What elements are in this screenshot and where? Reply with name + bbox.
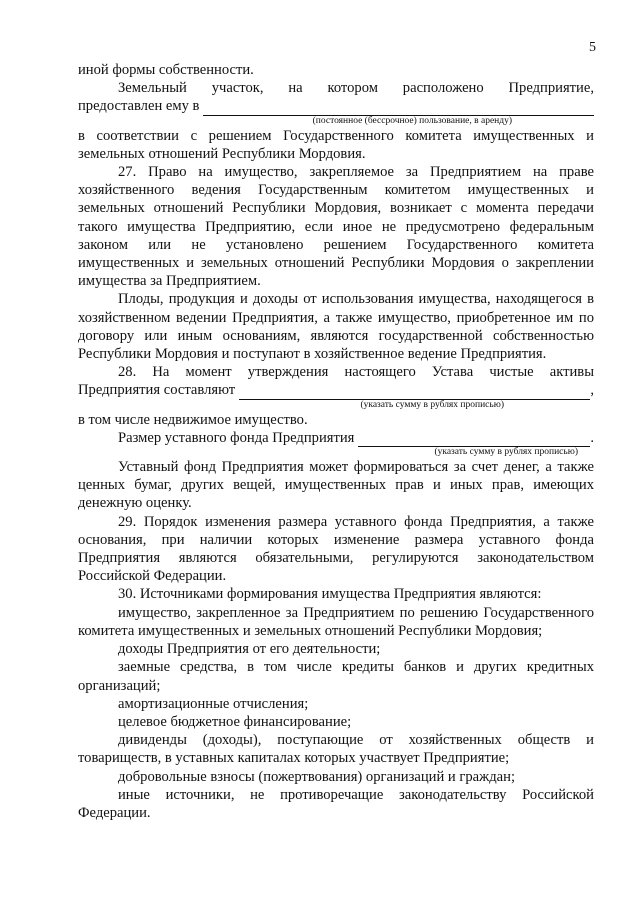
land-plot-blank-line[interactable]: [203, 102, 594, 116]
list-item: целевое бюджетное финансирование;: [118, 713, 352, 730]
fund-size-caption: (указать сумму в рублях прописью): [434, 447, 578, 458]
paragraph-28: 28. На момент утверждения настоящего Устава чистые активы: [118, 364, 594, 381]
list-item: амортизационные отчисления;: [118, 695, 309, 712]
list-item: доходы Предприятия от его деятельности;: [118, 641, 381, 658]
land-plot-caption: (постоянное (бессрочное) пользование, в аренду): [312, 115, 512, 126]
paragraph-fund-formation: Уставный фонд Предприятия может формироваться за счет денег, а также ценных бумаг, других вещей, имущественных прав и иных прав, имеющих денежную оценку.: [78, 459, 594, 512]
net-assets-fill-row: [78, 381, 594, 399]
list-item: заемные средства, в том числе кредиты банков и других кредитных организаций;: [78, 659, 594, 694]
list-item: иные источники, не противоречащие законодательству Российской Федерации.: [78, 786, 594, 821]
paragraph-27: 27. Право на имущество, закрепляемое за Предприятием на праве хозяйственного ведения Государственным комитетом имущественных и земельных отношений Республики Мордовия, возникает с момента передачи такого имущества Предприятию, если иное не предусмотрено федеральным законом или не установлено решением Государственного комитета имущественных и земельных отношений Республики Мордовия о закреплении имущества за Предприятием.: [78, 164, 594, 290]
paragraph-29: 29. Порядок изменения размера уставного фонда Предприятия, а также основания, при наличии которых изменение размера уставного фонда Предприятия являются обязательными, регулируются законодательством Российской Федерации.: [78, 513, 594, 585]
page-number: 5: [589, 40, 596, 55]
land-plot-prefix: предоставлен ему в: [78, 98, 200, 115]
list-item: дивиденды (доходы), поступающие от хозяйственных обществ и товариществ, в уставных капиталах которых участвует Предприятие;: [78, 732, 594, 767]
net-assets-blank-line[interactable]: [239, 386, 590, 400]
net-assets-prefix: Предприятия составляют: [78, 382, 236, 399]
list-item: добровольные взносы (пожертвования) организаций и граждан;: [118, 768, 515, 785]
fund-size-fill-row: [78, 429, 594, 447]
paragraph-ownership-end: иной формы собственности.: [78, 62, 254, 78]
fund-size-blank-line[interactable]: [358, 433, 590, 447]
list-item: имущество, закрепленное за Предприятием по решению Государственного комитета имущественных и земельных отношений Республики Мордовия;: [78, 604, 594, 639]
fund-size-prefix: Размер уставного фонда Предприятия: [118, 429, 355, 446]
paragraph-27-fruits: Плоды, продукция и доходы от использования имущества, находящегося в хозяйственном ведении Предприятия, а также имущество, приобретенное им по договору или иным основаниям, являются государственной собственностью Республики Мордовия и поступают в хозяйственное ведение Предприятия.: [78, 291, 594, 363]
fund-size-suffix: .: [590, 429, 594, 446]
paragraph-land-plot-cont: в соответствии с решением Государственного комитета имущественных и земельных отношений Республики Мордовия.: [78, 127, 594, 162]
net-assets-caption: (указать сумму в рублях прописью): [360, 399, 504, 410]
paragraph-28-cont: в том числе недвижимое имущество.: [78, 411, 308, 428]
net-assets-suffix: ,: [590, 382, 594, 399]
paragraph-land-plot: Земельный участок, на котором расположено Предприятие,: [118, 80, 594, 97]
land-plot-fill-row: [78, 97, 594, 115]
paragraph-30: 30. Источниками формирования имущества Предприятия являются:: [118, 586, 542, 603]
document-body: [78, 61, 594, 822]
